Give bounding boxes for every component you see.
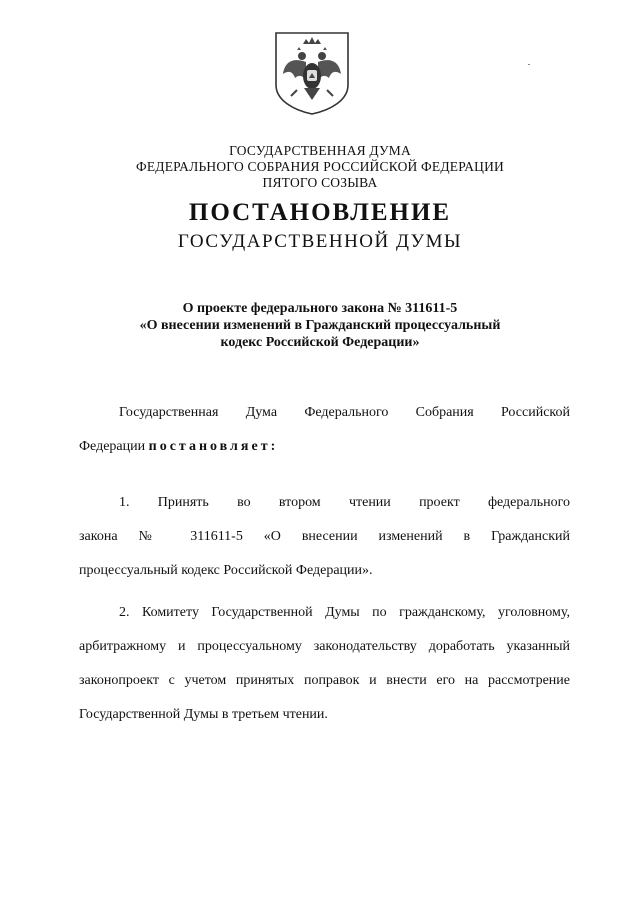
document-issuer-title: ГОСУДАРСТВЕННОЙ ДУМЫ bbox=[177, 231, 463, 252]
issuing-authority-header bbox=[0, 143, 640, 191]
item-1-line-2: закона № 311611-5 «О внесении изменений в Гражданский bbox=[79, 529, 570, 544]
subject-line-1: О проекте федерального закона № 311611-5 bbox=[182, 301, 458, 316]
document-type-title: ПОСТАНОВЛЕНИЕ bbox=[188, 199, 452, 226]
header-line-3: ПЯТОГО СОЗЫВА bbox=[262, 175, 378, 190]
subject-line-2: «О внесении изменений в Гражданский процессуальный bbox=[139, 318, 501, 333]
item-2-line-2: арбитражному и процессуальному законодательству доработать указанный bbox=[79, 639, 570, 654]
header-line-1: ГОСУДАРСТВЕННАЯ ДУМА bbox=[229, 143, 411, 158]
preamble-line-1: Государственная Дума Федерального Собрания Российской bbox=[119, 405, 570, 420]
preamble-line-2-start: Федерации bbox=[79, 439, 149, 454]
item-1-line-1: 1. Принять во втором чтении проект федерального bbox=[119, 495, 570, 510]
item-2-line-1: 2. Комитету Государственной Думы по гражданскому, уголовному, bbox=[119, 605, 570, 620]
item-2-line-3: законопроект с учетом принятых поправок и внести его на рассмотрение bbox=[79, 673, 570, 688]
subject-line-3: кодекс Российской Федерации» bbox=[220, 335, 420, 350]
preamble-line-2 bbox=[79, 430, 570, 464]
document-subject bbox=[0, 300, 640, 351]
resolves-emphasis: постановляет: bbox=[148, 439, 279, 454]
item-1-paragraph bbox=[79, 486, 570, 588]
scan-speck bbox=[528, 64, 530, 65]
header-line-2: ФЕДЕРАЛЬНОГО СОБРАНИЯ РОССИЙСКОЙ ФЕДЕРАЦИИ bbox=[136, 159, 504, 174]
coat-of-arms-icon bbox=[273, 30, 351, 116]
item-1-line-3: процессуальный кодекс Российской Федерации». bbox=[79, 563, 373, 578]
item-2-paragraph bbox=[79, 596, 570, 732]
preamble-paragraph bbox=[79, 396, 570, 464]
item-2-line-4: Государственной Думы в третьем чтении. bbox=[79, 707, 328, 722]
